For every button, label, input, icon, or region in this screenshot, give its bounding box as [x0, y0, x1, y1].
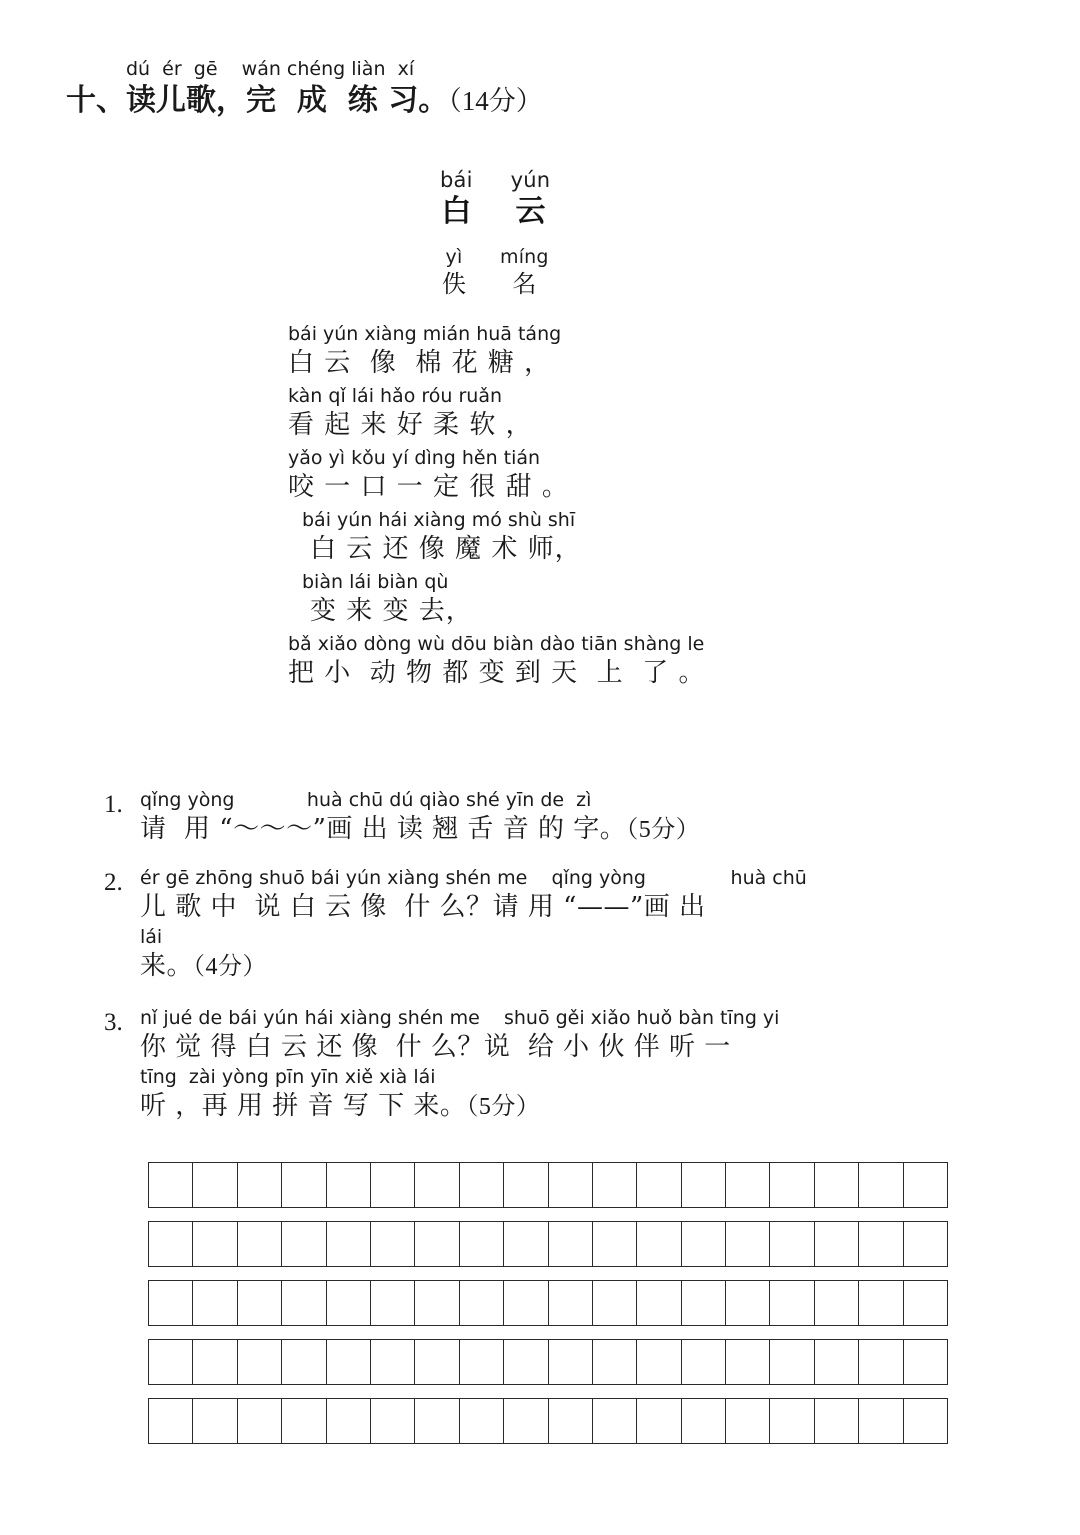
writing-grid-cell[interactable] [460, 1281, 504, 1325]
writing-grid-row [148, 1398, 948, 1444]
writing-grid-cell[interactable] [504, 1340, 548, 1384]
writing-grid-cell[interactable] [282, 1281, 326, 1325]
writing-grid-cell[interactable] [327, 1340, 371, 1384]
writing-grid-cell[interactable] [549, 1399, 593, 1443]
question-3-number: 3. [104, 1009, 123, 1036]
poem-author-char-2 [500, 246, 549, 299]
question-2 [104, 866, 807, 985]
writing-grid-cell[interactable] [682, 1281, 726, 1325]
question-2-cont-hanzi-row [140, 949, 807, 985]
question-3-cont-pinyin: tīng zài yòng pīn yīn xiě xià lái [140, 1066, 436, 1088]
question-1-hanzi: 请 用 “〜〜〜”画 出 读 翘 舌 音 的 字 [140, 814, 600, 844]
question-3-hanzi: 你 觉 得 白 云 还 像 什 么？说 给 小 伙 伴 听 一 [140, 1032, 731, 1062]
section-heading-pinyin: dú ér gē wán chéng liàn xí [126, 58, 415, 80]
poem-title-char-1-hanzi: 白 [441, 194, 472, 229]
writing-grid-cell[interactable] [282, 1340, 326, 1384]
writing-grid-row [148, 1221, 948, 1267]
writing-grid-cell[interactable] [327, 1222, 371, 1266]
poem-body [288, 322, 705, 694]
question-1-period: 。 [599, 814, 627, 844]
writing-grid-cell[interactable] [549, 1222, 593, 1266]
poem-author-char-2-pinyin: míng [500, 246, 549, 268]
writing-grid-cell[interactable] [637, 1163, 681, 1207]
question-3-pinyin: nǐ jué de bái yún hái xiàng shén me shuō gěi xiǎo huǒ bàn tīng yi [140, 1007, 780, 1029]
writing-grid-cell[interactable] [193, 1340, 237, 1384]
writing-grid-cell[interactable] [682, 1222, 726, 1266]
question-1-number: 1. [104, 791, 123, 818]
writing-grid-cell[interactable] [859, 1281, 903, 1325]
writing-grid-cell[interactable] [327, 1281, 371, 1325]
question-2-pinyin: ér gē zhōng shuō bái yún xiàng shén me qǐng yòng huà chū [140, 867, 807, 889]
poem-line-pinyin: biàn lái biàn qù [302, 571, 449, 593]
poem-line-pinyin: yǎo yì kǒu yí dìng hěn tián [288, 447, 541, 469]
poem-author [442, 246, 549, 299]
question-2-number: 2. [104, 869, 123, 896]
writing-grid-cell[interactable] [327, 1163, 371, 1207]
writing-grid-cell[interactable] [371, 1222, 415, 1266]
poem-line-pinyin: bái yún xiàng mián huā táng [288, 323, 562, 345]
writing-grid-cell[interactable] [815, 1399, 859, 1443]
poem-line [288, 570, 705, 628]
poem-line-hanzi: 白 云 还 像 魔 术 师， [310, 534, 582, 564]
writing-grid-cell[interactable] [460, 1222, 504, 1266]
question-1-score: （5分） [626, 817, 701, 843]
poem-line-pinyin: kàn qǐ lái hǎo róu ruǎn [288, 385, 503, 407]
writing-grid-cell[interactable] [637, 1281, 681, 1325]
writing-grid-cell[interactable] [149, 1222, 193, 1266]
writing-grid-cell[interactable] [415, 1222, 459, 1266]
writing-grid-cell[interactable] [726, 1281, 770, 1325]
writing-grid-cell[interactable] [238, 1399, 282, 1443]
section-heading-period: 。 [418, 83, 449, 118]
poem-line [288, 384, 705, 442]
writing-grid-cell[interactable] [238, 1163, 282, 1207]
writing-grid-cell[interactable] [371, 1163, 415, 1207]
question-1 [104, 788, 700, 848]
writing-grid-cell[interactable] [460, 1163, 504, 1207]
writing-grid-cell[interactable] [415, 1340, 459, 1384]
writing-grid-cell[interactable] [593, 1340, 637, 1384]
question-2-cont-score: （4分） [193, 954, 268, 980]
writing-grid-cell[interactable] [593, 1163, 637, 1207]
writing-grid-cell[interactable] [682, 1163, 726, 1207]
writing-grid-cell[interactable] [904, 1281, 948, 1325]
writing-grid-cell[interactable] [726, 1340, 770, 1384]
writing-grid-cell[interactable] [460, 1399, 504, 1443]
writing-grid-cell[interactable] [593, 1399, 637, 1443]
writing-grid-cell[interactable] [593, 1222, 637, 1266]
question-2-cont-hanzi: 来 [140, 951, 167, 981]
writing-grid-cell[interactable] [815, 1163, 859, 1207]
writing-grid-cell[interactable] [415, 1281, 459, 1325]
writing-grid-row [148, 1339, 948, 1385]
poem-line-hanzi: 白 云 像 棉 花 糖 ， [288, 348, 552, 378]
question-3-body [140, 1006, 779, 1065]
writing-grid-cell[interactable] [637, 1399, 681, 1443]
writing-grid-cell[interactable] [815, 1281, 859, 1325]
question-3-cont-hanzi-row [140, 1089, 779, 1125]
writing-grid-cell[interactable] [238, 1222, 282, 1266]
poem-line-pinyin: bǎ xiǎo dòng wù dōu biàn dào tiān shàng le [288, 633, 705, 655]
writing-grid-cell[interactable] [549, 1163, 593, 1207]
writing-grid-cell[interactable] [282, 1399, 326, 1443]
writing-grid-cell[interactable] [504, 1281, 548, 1325]
writing-grid-cell[interactable] [859, 1340, 903, 1384]
writing-grid-cell[interactable] [238, 1281, 282, 1325]
poem-line-pinyin: bái yún hái xiàng mó shù shī [302, 509, 576, 531]
writing-grid-cell[interactable] [859, 1399, 903, 1443]
poem-title-char-2 [511, 168, 551, 231]
poem-line-hanzi: 变 来 变 去， [310, 596, 473, 626]
poem-author-char-2-hanzi: 名 [512, 270, 537, 298]
question-1-pinyin: qǐng yòng huà chū dú qiào shé yīn de zì [140, 789, 592, 811]
poem-line-hanzi: 把 小 动 物 都 变 到 天 上 了 。 [288, 658, 706, 688]
writing-grid-cell[interactable] [371, 1281, 415, 1325]
writing-grid-cell[interactable] [193, 1399, 237, 1443]
poem-line [288, 508, 705, 566]
writing-grid-cell[interactable] [637, 1222, 681, 1266]
poem-title-char-1 [440, 168, 473, 231]
writing-grid-cell[interactable] [904, 1163, 948, 1207]
poem-line-hanzi: 看 起 来 好 柔 软 ， [288, 410, 533, 440]
poem-author-char-1 [442, 246, 466, 299]
writing-grid-cell[interactable] [904, 1340, 948, 1384]
writing-grid-cell[interactable] [593, 1281, 637, 1325]
writing-grid-cell[interactable] [149, 1399, 193, 1443]
writing-grid-cell[interactable] [193, 1163, 237, 1207]
writing-grid-cell[interactable] [504, 1222, 548, 1266]
section-heading-hanzi-row [66, 82, 543, 120]
poem-line [288, 632, 705, 690]
writing-grid-cell[interactable] [770, 1281, 814, 1325]
writing-grid-cell[interactable] [415, 1399, 459, 1443]
writing-grid-cell[interactable] [504, 1399, 548, 1443]
poem-line [288, 322, 705, 380]
writing-grid-cell[interactable] [904, 1399, 948, 1443]
writing-grid-cell[interactable] [726, 1163, 770, 1207]
writing-grid-cell[interactable] [549, 1281, 593, 1325]
writing-grid-cell[interactable] [371, 1340, 415, 1384]
writing-grid-cell[interactable] [815, 1222, 859, 1266]
writing-grid-cell[interactable] [415, 1163, 459, 1207]
writing-grid-cell[interactable] [770, 1163, 814, 1207]
writing-grid-cell[interactable] [149, 1281, 193, 1325]
poem-author-char-1-pinyin: yì [445, 246, 463, 268]
question-3-cont-hanzi: 听 ，再 用 拼 音 写 下 来 [140, 1091, 440, 1121]
writing-grid-cell[interactable] [770, 1340, 814, 1384]
question-2-cont-period: 。 [166, 951, 194, 981]
writing-grid-cell[interactable] [238, 1340, 282, 1384]
writing-grid-cell[interactable] [770, 1222, 814, 1266]
poem-line-hanzi: 咬 一 口 一 定 很 甜 。 [288, 472, 569, 502]
question-2-body [140, 866, 807, 925]
section-heading-hanzi: 十、读儿歌，完 成 练 习 [66, 83, 419, 118]
writing-grid-cell[interactable] [149, 1163, 193, 1207]
writing-answer-grid [148, 1162, 948, 1444]
writing-grid-cell[interactable] [726, 1399, 770, 1443]
question-2-hanzi: 儿 歌 中 说 白 云 像 什 么？请 用 “——”画 出 [140, 892, 706, 922]
writing-grid-cell[interactable] [149, 1340, 193, 1384]
poem-title-char-2-hanzi: 云 [515, 194, 546, 229]
section-heading-score: （14分） [448, 86, 543, 116]
poem-title-char-1-pinyin: bái [440, 168, 473, 192]
question-1-hanzi-row [140, 812, 700, 848]
writing-grid-cell[interactable] [726, 1222, 770, 1266]
poem-title-char-2-pinyin: yún [510, 168, 551, 192]
writing-grid-cell[interactable] [371, 1399, 415, 1443]
writing-grid-cell[interactable] [460, 1340, 504, 1384]
question-3-cont-score: （5分） [466, 1094, 541, 1120]
writing-grid-cell[interactable] [815, 1340, 859, 1384]
question-2-cont-pinyin: lái [140, 926, 163, 948]
writing-grid-cell[interactable] [637, 1340, 681, 1384]
writing-grid-cell[interactable] [859, 1222, 903, 1266]
question-1-body [140, 788, 700, 848]
section-heading [66, 58, 543, 120]
writing-grid-cell[interactable] [282, 1222, 326, 1266]
writing-grid-cell[interactable] [549, 1340, 593, 1384]
writing-grid-cell[interactable] [193, 1222, 237, 1266]
poem-line [288, 446, 705, 504]
poem-author-char-1-hanzi: 佚 [442, 270, 466, 298]
writing-grid-cell[interactable] [770, 1399, 814, 1443]
writing-grid-cell[interactable] [504, 1163, 548, 1207]
poem-title [440, 168, 550, 231]
writing-grid-cell[interactable] [904, 1222, 948, 1266]
writing-grid-cell[interactable] [682, 1340, 726, 1384]
writing-grid-cell[interactable] [282, 1163, 326, 1207]
question-3-cont-period: 。 [439, 1091, 467, 1121]
writing-grid-cell[interactable] [859, 1163, 903, 1207]
writing-grid-cell[interactable] [193, 1281, 237, 1325]
question-3 [104, 1006, 779, 1125]
writing-grid-cell[interactable] [682, 1399, 726, 1443]
writing-grid-cell[interactable] [327, 1399, 371, 1443]
writing-grid-row [148, 1280, 948, 1326]
writing-grid-row [148, 1162, 948, 1208]
